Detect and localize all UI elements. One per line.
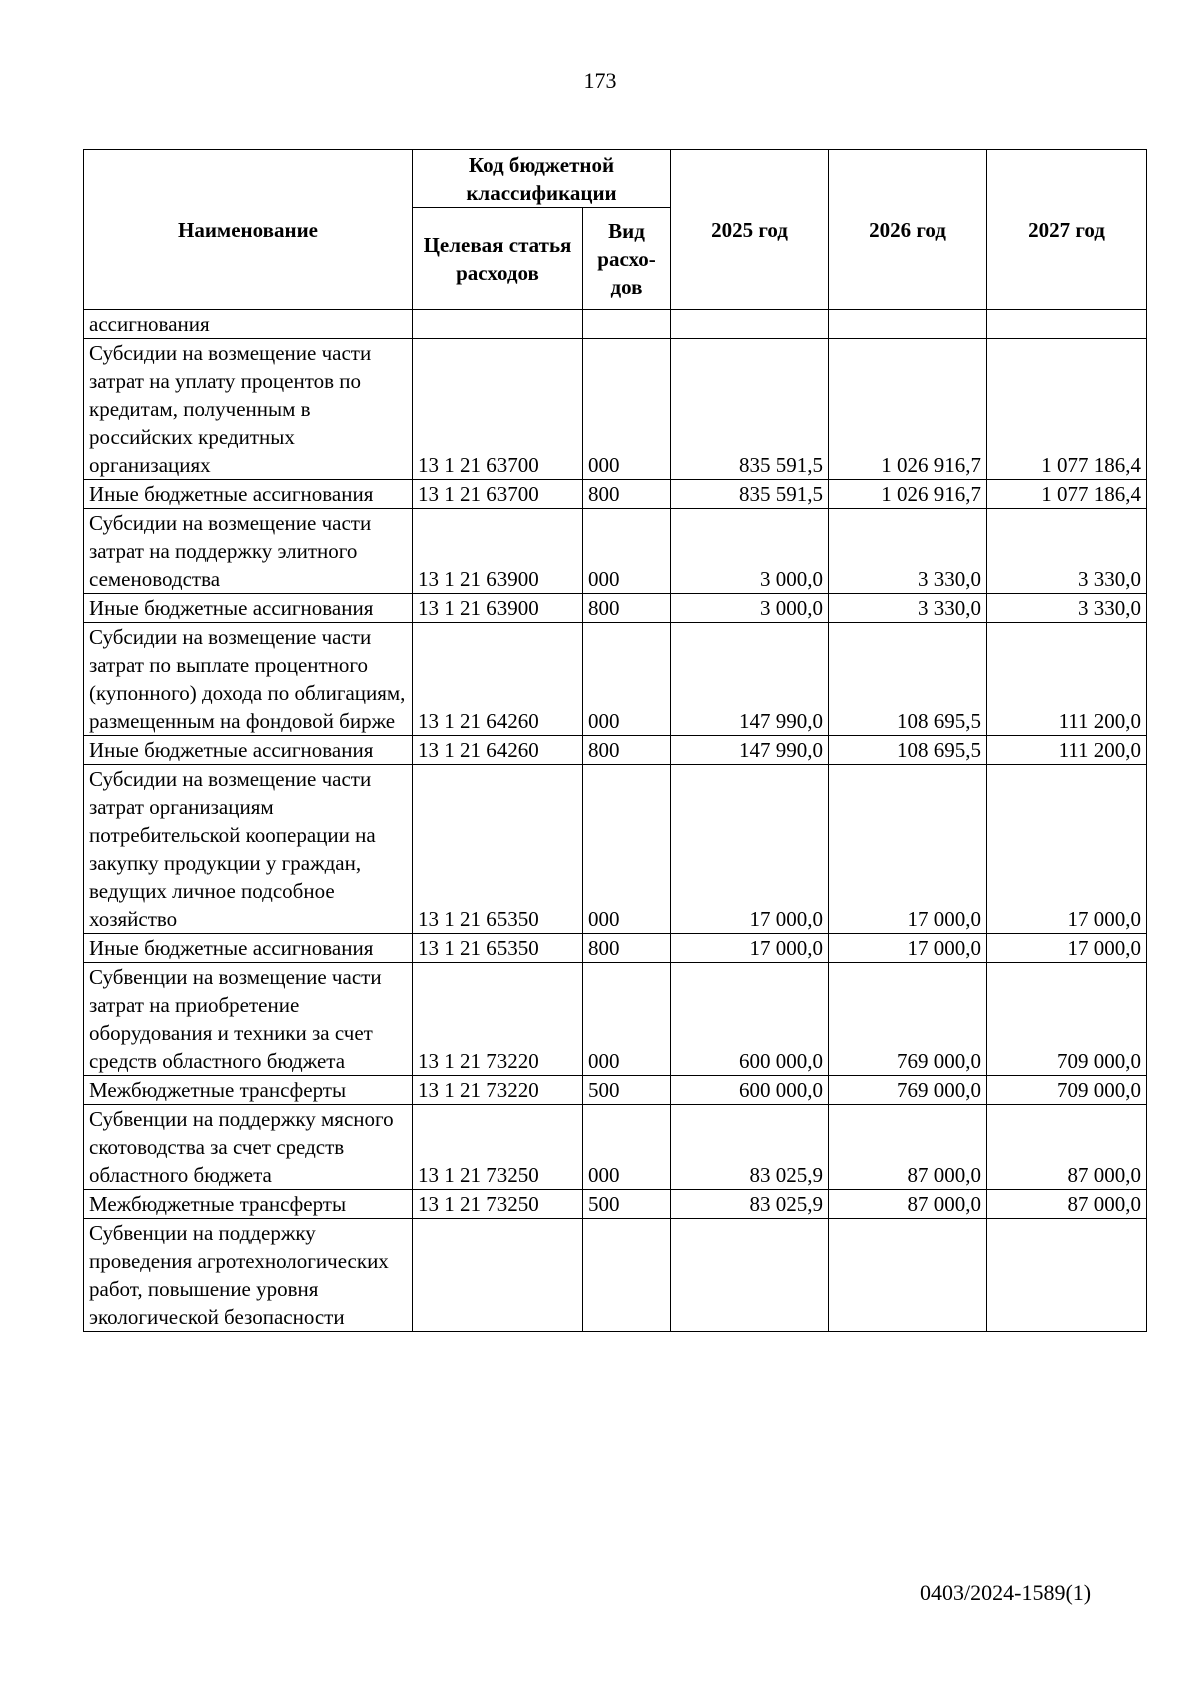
- cell-year-2027: 709 000,0: [987, 963, 1147, 1076]
- table-row: [84, 1076, 1147, 1105]
- cell-year-2026: 87 000,0: [829, 1190, 987, 1219]
- cell-target-article: 13 1 21 73250: [413, 1190, 583, 1219]
- cell-year-2026: 17 000,0: [829, 934, 987, 963]
- cell-year-2025: [671, 310, 829, 339]
- cell-target-article: 13 1 21 65350: [413, 765, 583, 934]
- cell-target-article: 13 1 21 64260: [413, 623, 583, 736]
- cell-name: Субсидии на возмещение части затрат на уплату процентов по кредитам, полученным в российских кредитных организациях: [84, 339, 413, 480]
- table-row: [84, 1105, 1147, 1190]
- table-row: [84, 339, 1147, 480]
- cell-target-article: [413, 1219, 583, 1332]
- cell-name: Межбюджетные трансферты: [84, 1076, 413, 1105]
- cell-year-2025: 83 025,9: [671, 1190, 829, 1219]
- cell-name: Иные бюджетные ассигнования: [84, 934, 413, 963]
- footer-document-code: 0403/2024-1589(1): [920, 1580, 1092, 1605]
- cell-year-2027: 1 077 186,4: [987, 339, 1147, 480]
- header-year-2027: 2027 год: [987, 150, 1147, 310]
- cell-expense-type: [583, 1219, 671, 1332]
- cell-year-2027: 111 200,0: [987, 736, 1147, 765]
- cell-year-2027: 3 330,0: [987, 509, 1147, 594]
- cell-year-2025: 600 000,0: [671, 1076, 829, 1105]
- cell-expense-type: 800: [583, 736, 671, 765]
- cell-year-2027: [987, 1219, 1147, 1332]
- cell-expense-type: [583, 310, 671, 339]
- cell-year-2025: 17 000,0: [671, 765, 829, 934]
- cell-year-2027: 17 000,0: [987, 765, 1147, 934]
- table-row: [84, 765, 1147, 934]
- cell-expense-type: 800: [583, 934, 671, 963]
- table-row: [84, 594, 1147, 623]
- cell-year-2025: 3 000,0: [671, 594, 829, 623]
- cell-year-2026: 3 330,0: [829, 509, 987, 594]
- cell-year-2026: 3 330,0: [829, 594, 987, 623]
- cell-expense-type: 000: [583, 963, 671, 1076]
- cell-year-2027: 709 000,0: [987, 1076, 1147, 1105]
- cell-expense-type: 000: [583, 623, 671, 736]
- cell-target-article: 13 1 21 73220: [413, 1076, 583, 1105]
- cell-year-2025: 147 990,0: [671, 736, 829, 765]
- page-number: 173: [583, 68, 617, 93]
- table-row: [84, 310, 1147, 339]
- cell-year-2026: 108 695,5: [829, 623, 987, 736]
- cell-year-2026: 17 000,0: [829, 765, 987, 934]
- cell-year-2027: 17 000,0: [987, 934, 1147, 963]
- cell-expense-type: 000: [583, 339, 671, 480]
- cell-name: Субсидии на возмещение части затрат на поддержку элитного семеноводства: [84, 509, 413, 594]
- cell-name: Иные бюджетные ассигнования: [84, 594, 413, 623]
- cell-year-2027: [987, 310, 1147, 339]
- cell-expense-type: 800: [583, 594, 671, 623]
- cell-year-2027: 3 330,0: [987, 594, 1147, 623]
- cell-year-2025: 147 990,0: [671, 623, 829, 736]
- header-year-2025: 2025 год: [671, 150, 829, 310]
- cell-name: Субсидии на возмещение части затрат организациям потребительской кооперации на закупку продукции у граждан, ведущих личное подсобное хозяйство: [84, 765, 413, 934]
- cell-target-article: 13 1 21 63900: [413, 509, 583, 594]
- cell-year-2025: 600 000,0: [671, 963, 829, 1076]
- cell-year-2026: [829, 310, 987, 339]
- cell-target-article: [413, 310, 583, 339]
- cell-name: Субсидии на возмещение части затрат по выплате процентного (купонного) дохода по облигациям, размещенным на фондовой бирже: [84, 623, 413, 736]
- table-row: [84, 1190, 1147, 1219]
- cell-year-2026: [829, 1219, 987, 1332]
- cell-target-article: 13 1 21 63900: [413, 594, 583, 623]
- table-body: [84, 310, 1147, 1332]
- cell-expense-type: 000: [583, 1105, 671, 1190]
- cell-expense-type: 800: [583, 480, 671, 509]
- cell-target-article: 13 1 21 63700: [413, 339, 583, 480]
- table-row: [84, 480, 1147, 509]
- cell-expense-type: 500: [583, 1076, 671, 1105]
- cell-name: Межбюджетные трансферты: [84, 1190, 413, 1219]
- budget-table: [83, 149, 1147, 1332]
- cell-year-2026: 87 000,0: [829, 1105, 987, 1190]
- cell-name: Субвенции на возмещение части затрат на приобретение оборудования и техники за счет средств областного бюджета: [84, 963, 413, 1076]
- table-row: [84, 934, 1147, 963]
- header-year-2026: 2026 год: [829, 150, 987, 310]
- cell-name: Субвенции на поддержку проведения агротехнологических работ, повышение уровня экологической безопасности: [84, 1219, 413, 1332]
- table-row: [84, 1219, 1147, 1332]
- cell-year-2027: 87 000,0: [987, 1105, 1147, 1190]
- header-expense-type: Вид расхо-дов: [583, 208, 671, 310]
- cell-target-article: 13 1 21 63700: [413, 480, 583, 509]
- header-target-article: Целевая статья расходов: [413, 208, 583, 310]
- cell-year-2026: 1 026 916,7: [829, 339, 987, 480]
- cell-year-2026: 769 000,0: [829, 963, 987, 1076]
- cell-expense-type: 000: [583, 765, 671, 934]
- cell-expense-type: 000: [583, 509, 671, 594]
- table-row: [84, 963, 1147, 1076]
- cell-year-2025: 835 591,5: [671, 339, 829, 480]
- cell-year-2027: 87 000,0: [987, 1190, 1147, 1219]
- cell-target-article: 13 1 21 73250: [413, 1105, 583, 1190]
- cell-year-2025: 17 000,0: [671, 934, 829, 963]
- cell-name: ассигнования: [84, 310, 413, 339]
- cell-target-article: 13 1 21 64260: [413, 736, 583, 765]
- cell-year-2025: [671, 1219, 829, 1332]
- cell-name: Иные бюджетные ассигнования: [84, 736, 413, 765]
- cell-target-article: 13 1 21 73220: [413, 963, 583, 1076]
- header-code-group: Код бюджетной классификации: [413, 150, 671, 208]
- cell-year-2026: 108 695,5: [829, 736, 987, 765]
- cell-target-article: 13 1 21 65350: [413, 934, 583, 963]
- header-name: Наименование: [84, 150, 413, 310]
- cell-name: Субвенции на поддержку мясного скотоводства за счет средств областного бюджета: [84, 1105, 413, 1190]
- cell-year-2026: 1 026 916,7: [829, 480, 987, 509]
- cell-year-2025: 835 591,5: [671, 480, 829, 509]
- cell-year-2025: 83 025,9: [671, 1105, 829, 1190]
- cell-expense-type: 500: [583, 1190, 671, 1219]
- cell-year-2026: 769 000,0: [829, 1076, 987, 1105]
- table-row: [84, 623, 1147, 736]
- cell-year-2025: 3 000,0: [671, 509, 829, 594]
- table-row: [84, 509, 1147, 594]
- table-row: [84, 736, 1147, 765]
- cell-year-2027: 111 200,0: [987, 623, 1147, 736]
- cell-year-2027: 1 077 186,4: [987, 480, 1147, 509]
- cell-name: Иные бюджетные ассигнования: [84, 480, 413, 509]
